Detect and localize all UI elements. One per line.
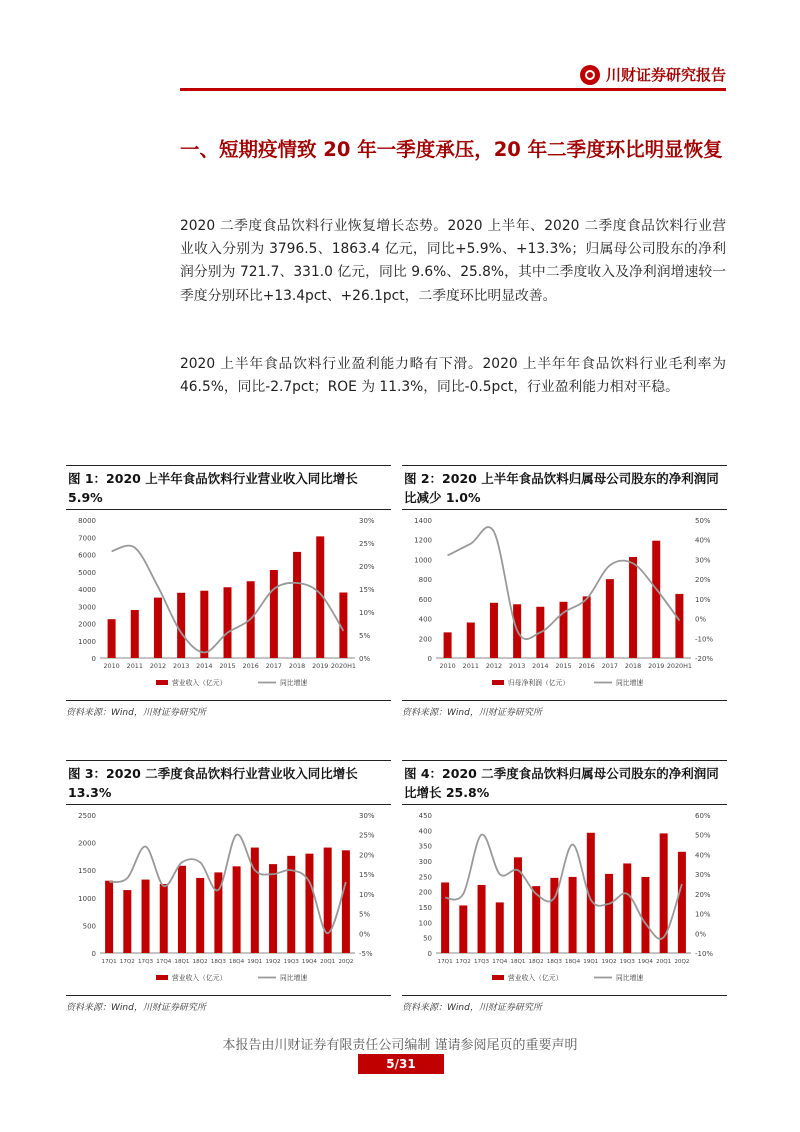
y-left-tick-label: 4000 <box>78 586 96 594</box>
legend-line-label: 同比增速 <box>616 974 644 982</box>
figure-title-box <box>402 465 727 510</box>
x-tick-label: 2015 <box>219 662 236 670</box>
y-left-tick-label: 450 <box>418 812 432 820</box>
y-right-tick-label: -20% <box>695 655 714 663</box>
brand <box>580 64 726 85</box>
bar-17Q4 <box>160 884 168 953</box>
figure-title-box <box>66 760 391 805</box>
x-tick-label: 19Q4 <box>301 959 318 965</box>
y-left-tick-label: 200 <box>418 635 432 644</box>
legend-bar-swatch <box>156 680 168 685</box>
legend-bar-label: 归母净利润（亿元） <box>508 679 570 687</box>
x-tick-label: 20Q2 <box>674 959 690 965</box>
y-right-tick-label: 60% <box>695 812 711 820</box>
x-tick-label: 2016 <box>242 662 259 670</box>
figure-3 <box>66 760 391 1013</box>
y-left-tick-label: 200 <box>418 888 432 897</box>
x-tick-label: 19Q1 <box>583 959 599 965</box>
section-title: 一、短期疫情致 20 年一季度承压，20 年二季度环比明显恢复 <box>180 138 723 161</box>
y-right-tick-label: 25% <box>359 540 375 548</box>
y-right-tick-label: 25% <box>359 831 375 840</box>
y-left-tick-label: 1000 <box>414 556 432 565</box>
y-right-tick-label: 50% <box>695 831 711 840</box>
x-tick-label: 2013 <box>509 662 526 670</box>
y-left-tick-label: 6000 <box>78 551 96 560</box>
figure-1 <box>66 465 391 718</box>
bar-17Q3 <box>142 880 150 953</box>
y-right-tick-label: 10% <box>695 595 711 604</box>
y-right-tick-label: 5% <box>359 632 371 640</box>
figure-title: 图 2：2020 上半年食品饮料归属母公司股东的净利润同比减少 1.0% <box>404 471 719 505</box>
y-left-tick-label: 3000 <box>78 603 96 612</box>
footer-disclaimer: 本报告由川财证券有限责任公司编制 谨请参阅尾页的重要声明 <box>222 1038 578 1053</box>
bar-2010 <box>108 619 116 658</box>
y-left-tick-label: 150 <box>418 904 432 912</box>
x-tick-label: 2010 <box>439 662 456 670</box>
x-tick-label: 18Q2 <box>192 959 208 965</box>
bar-17Q3 <box>478 885 486 953</box>
y-left-tick-label: 250 <box>418 873 432 882</box>
legend-bar-swatch <box>492 975 504 980</box>
brand-text: 川财证券研究报告 <box>605 66 726 84</box>
x-tick-label: 2017 <box>265 662 282 670</box>
logo-icon <box>580 65 600 85</box>
y-right-tick-label: 40% <box>695 851 711 860</box>
x-tick-label: 20Q2 <box>338 959 354 965</box>
y-left-tick-label: 7000 <box>78 534 96 543</box>
x-tick-label: 2019 <box>312 662 329 670</box>
y-right-tick-label: 0% <box>695 615 707 624</box>
x-tick-label: 18Q3 <box>210 959 226 965</box>
x-tick-label: 19Q2 <box>265 959 281 965</box>
y-left-tick-label: 8000 <box>78 517 96 525</box>
y-left-tick-label: 1400 <box>414 517 432 525</box>
figure-title: 图 4：2020 二季度食品饮料归属母公司股东的净利润同比增长 25.8% <box>404 766 719 800</box>
y-left-tick-label: 2000 <box>78 620 96 629</box>
bar-17Q4 <box>496 902 504 953</box>
x-tick-label: 20Q1 <box>656 959 672 965</box>
x-tick-label: 2019 <box>648 662 665 670</box>
x-tick-label: 2013 <box>173 662 190 670</box>
chart-2 <box>402 510 727 700</box>
figure-source: 资料来源：Wind，川财证券研究所 <box>402 700 727 718</box>
y-left-tick-label: 2500 <box>78 812 96 820</box>
bar-2019 <box>652 541 660 658</box>
y-left-tick-label: 800 <box>418 576 432 585</box>
y-left-tick-label: 0 <box>427 950 432 958</box>
y-right-tick-label: 10% <box>695 910 711 919</box>
y-right-tick-label: 0% <box>359 930 371 939</box>
x-tick-label: 2018 <box>288 662 306 670</box>
bar-2011 <box>131 610 139 658</box>
x-tick-label: 17Q2 <box>119 959 135 965</box>
chart-3 <box>66 805 391 995</box>
y-right-tick-label: 10% <box>359 609 375 617</box>
legend-bar-swatch <box>156 975 168 980</box>
legend-bar-label: 营业收入（亿元） <box>172 679 227 687</box>
bar-2013 <box>177 593 185 658</box>
y-left-tick-label: 400 <box>418 827 432 836</box>
legend-line-label: 同比增速 <box>280 679 308 687</box>
y-right-tick-label: 15% <box>359 871 375 880</box>
page-header <box>180 62 726 90</box>
x-tick-label: 18Q1 <box>510 959 526 965</box>
bar-2012 <box>490 603 498 658</box>
bar-19Q2 <box>269 864 277 953</box>
y-left-tick-label: 0 <box>91 655 96 663</box>
bar-18Q4 <box>233 866 241 953</box>
y-right-tick-label: 30% <box>359 812 375 820</box>
bar-2017 <box>270 570 278 658</box>
y-right-tick-label: 30% <box>695 556 711 565</box>
x-tick-label: 19Q3 <box>619 959 635 965</box>
legend-bar-swatch <box>492 680 504 685</box>
bar-19Q4 <box>305 854 313 953</box>
bar-17Q2 <box>459 905 467 953</box>
x-tick-label: 2010 <box>103 662 120 670</box>
x-tick-label: 2018 <box>624 662 642 670</box>
x-tick-label: 2017 <box>601 662 618 670</box>
y-left-tick-label: 50 <box>423 934 432 943</box>
bar-2020H1 <box>675 594 683 658</box>
bar-2018 <box>629 557 637 658</box>
bar-20Q1 <box>660 833 668 953</box>
x-tick-label: 2020H1 <box>666 662 692 670</box>
y-left-tick-label: 1500 <box>78 867 96 876</box>
y-right-tick-label: -10% <box>695 635 714 644</box>
y-left-tick-label: 300 <box>418 858 432 866</box>
x-tick-label: 17Q4 <box>156 959 172 965</box>
bar-17Q2 <box>123 890 131 953</box>
bar-20Q2 <box>342 850 350 953</box>
bar-2016 <box>583 596 591 658</box>
chart-4 <box>402 805 727 995</box>
figure-title: 图 3：2020 二季度食品饮料行业营业收入同比增长 13.3% <box>68 766 358 800</box>
x-tick-label: 2012 <box>485 662 503 670</box>
y-right-tick-label: 5% <box>359 910 371 919</box>
bar-2015 <box>224 587 232 658</box>
x-tick-label: 18Q3 <box>546 959 562 965</box>
x-tick-label: 17Q3 <box>137 959 154 965</box>
y-left-tick-label: 5000 <box>78 568 96 577</box>
figure-source: 资料来源：Wind，川财证券研究所 <box>66 700 391 718</box>
x-tick-label: 17Q1 <box>101 959 117 965</box>
figure-2 <box>402 465 727 718</box>
x-tick-label: 19Q2 <box>601 959 617 965</box>
bar-2014 <box>200 591 208 658</box>
y-left-tick-label: 600 <box>418 595 432 604</box>
x-tick-label: 2014 <box>196 662 213 670</box>
bar-18Q1 <box>178 866 186 953</box>
y-right-tick-label: 20% <box>695 890 711 899</box>
figure-title-box <box>402 760 727 805</box>
y-left-tick-label: 1000 <box>78 637 96 646</box>
y-left-tick-label: 500 <box>82 922 96 931</box>
x-tick-label: 20Q1 <box>320 959 336 965</box>
x-tick-label: 17Q2 <box>455 959 471 965</box>
bar-2010 <box>444 632 452 658</box>
y-right-tick-label: -5% <box>359 950 373 958</box>
x-tick-label: 17Q3 <box>473 959 490 965</box>
bar-19Q3 <box>623 863 631 953</box>
y-right-tick-label: 30% <box>695 871 711 880</box>
x-tick-label: 18Q2 <box>528 959 544 965</box>
y-left-tick-label: 350 <box>418 842 432 851</box>
paragraph-1: 2020 二季度食品饮料行业恢复增长态势。2020 上半年、2020 二季度食品饮料行业营业收入分别为 3796.5、1863.4 亿元，同比+5.9%、+13.3%；归属母公司股东的净利润分别为 721.7、331.0 亿元，同比 9.6%、25.8%，其中二季度收入及净利润增速较一季度分别环比+13.4pct、+26.1pct，二季度环比明显改善。 <box>180 218 726 304</box>
bar-19Q4 <box>641 877 649 953</box>
figure-source: 资料来源：Wind，川财证券研究所 <box>402 995 727 1013</box>
figure-title-box <box>66 465 391 510</box>
x-tick-label: 2020H1 <box>330 662 356 670</box>
bar-2017 <box>606 579 614 658</box>
bar-17Q1 <box>441 882 449 953</box>
y-right-tick-label: 0% <box>695 930 707 939</box>
x-tick-label: 19Q3 <box>283 959 299 965</box>
figure-title: 图 1：2020 上半年食品饮料行业营业收入同比增长 5.9% <box>68 471 358 505</box>
bar-17Q1 <box>105 881 113 953</box>
x-tick-label: 19Q4 <box>637 959 654 965</box>
x-tick-label: 17Q4 <box>492 959 508 965</box>
y-right-tick-label: 20% <box>359 851 375 860</box>
x-tick-label: 18Q4 <box>229 959 245 965</box>
y-left-tick-label: 400 <box>418 615 432 624</box>
bar-2012 <box>154 598 162 658</box>
y-right-tick-label: 15% <box>359 586 375 594</box>
chart-1 <box>66 510 391 700</box>
figure-source: 资料来源：Wind，川财证券研究所 <box>66 995 391 1013</box>
bar-18Q2 <box>196 878 204 953</box>
bar-19Q2 <box>605 874 613 953</box>
y-right-tick-label: 0% <box>359 655 371 663</box>
x-tick-label: 2014 <box>532 662 549 670</box>
x-tick-label: 2012 <box>149 662 167 670</box>
y-right-tick-label: 40% <box>695 536 711 545</box>
legend-bar-label: 营业收入（亿元） <box>172 974 227 982</box>
legend-line-label: 同比增速 <box>616 679 644 687</box>
y-left-tick-label: 2000 <box>78 839 96 848</box>
y-left-tick-label: 1200 <box>414 536 432 545</box>
legend-bar-label: 营业收入（亿元） <box>508 974 563 982</box>
y-left-tick-label: 1000 <box>78 894 96 903</box>
y-left-tick-label: 100 <box>418 919 432 928</box>
x-tick-label: 18Q1 <box>174 959 190 965</box>
y-right-tick-label: 20% <box>359 563 375 571</box>
x-tick-label: 19Q1 <box>247 959 263 965</box>
paragraph-2: 2020 上半年食品饮料行业盈利能力略有下滑。2020 上半年年食品饮料行业毛利率为 46.5%，同比-2.7pct；ROE 为 11.3%，同比-0.5pct，行业盈利能力相对平稳。 <box>180 356 726 396</box>
bar-2018 <box>293 552 301 658</box>
x-tick-label: 18Q4 <box>565 959 581 965</box>
y-right-tick-label: -10% <box>695 950 714 958</box>
bar-2011 <box>467 623 475 658</box>
y-right-tick-label: 50% <box>695 517 711 525</box>
legend-line-label: 同比增速 <box>280 974 308 982</box>
page-number: 5/31 <box>358 1054 444 1074</box>
bar-20Q1 <box>324 848 332 953</box>
bar-18Q4 <box>569 877 577 953</box>
y-right-tick-label: 30% <box>359 517 375 525</box>
y-right-tick-label: 10% <box>359 890 375 899</box>
x-tick-label: 2011 <box>462 662 479 670</box>
bar-20Q2 <box>678 852 686 953</box>
y-left-tick-label: 0 <box>427 655 432 663</box>
x-tick-label: 2016 <box>578 662 595 670</box>
y-left-tick-label: 0 <box>91 950 96 958</box>
x-tick-label: 2011 <box>126 662 143 670</box>
figure-4 <box>402 760 727 1013</box>
header-rule <box>180 88 726 91</box>
y-right-tick-label: 20% <box>695 576 711 585</box>
x-tick-label: 17Q1 <box>437 959 453 965</box>
x-tick-label: 2015 <box>555 662 572 670</box>
